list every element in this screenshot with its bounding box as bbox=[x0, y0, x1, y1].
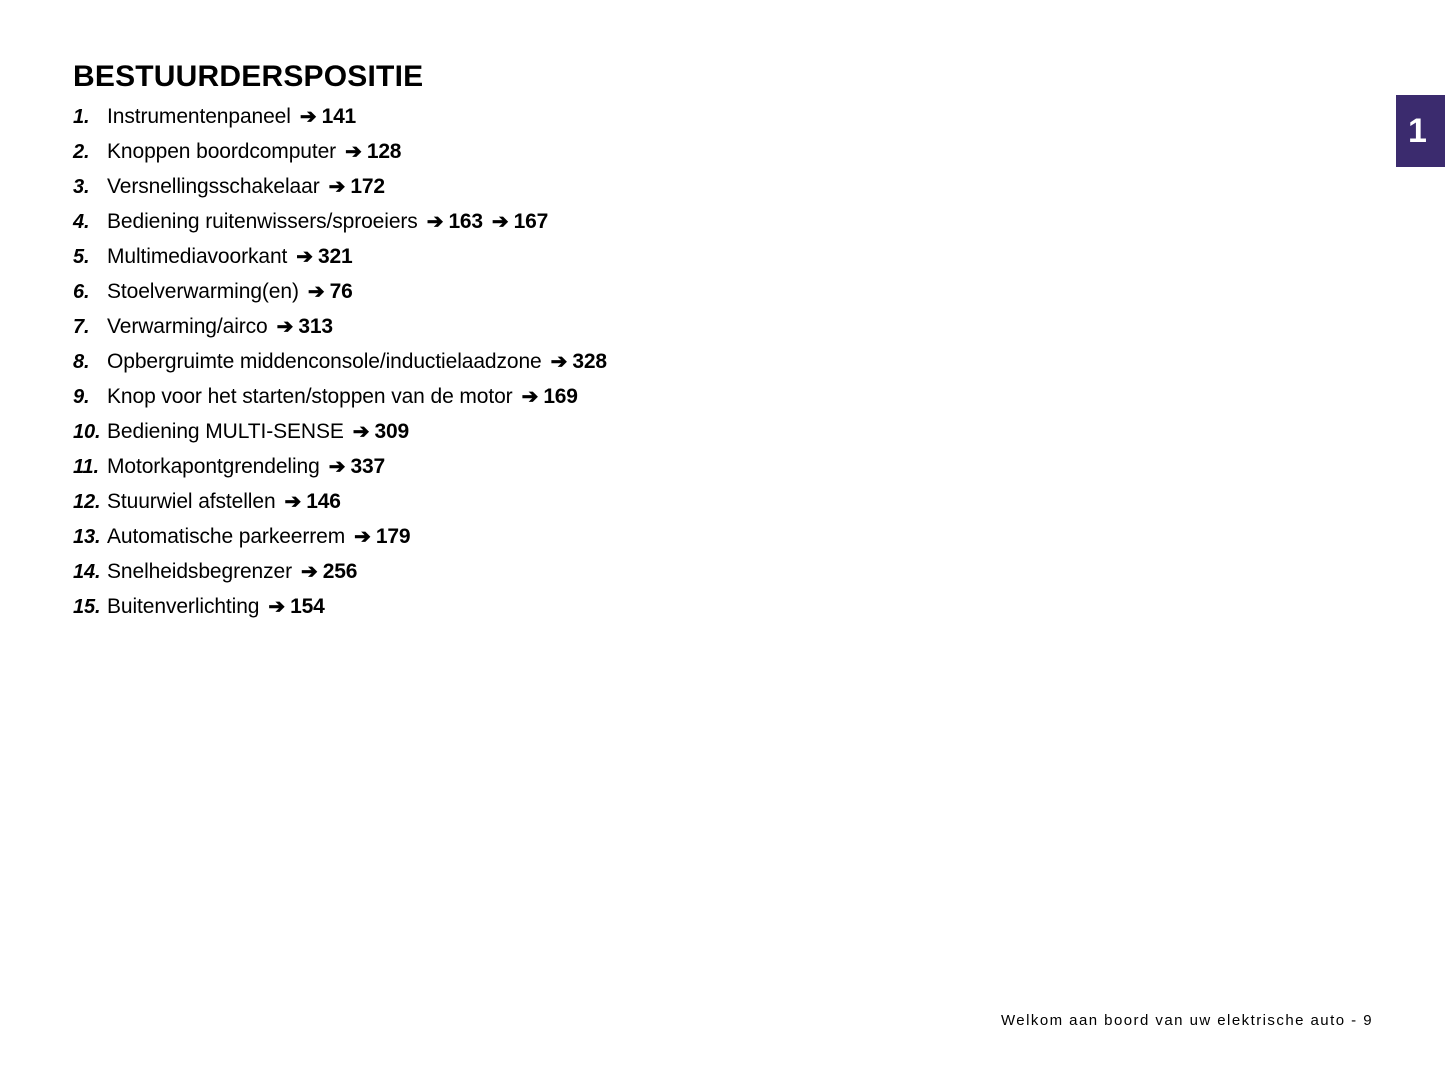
list-item-number: 2. bbox=[73, 141, 90, 163]
list-item-number: 9. bbox=[73, 386, 90, 408]
list-item-page-refs bbox=[299, 274, 353, 309]
list-item-label: Bediening ruitenwissers/sproeiers bbox=[107, 210, 418, 233]
arrow-right-icon: ➔ bbox=[307, 281, 325, 303]
list-item bbox=[73, 274, 1323, 309]
list-item-page-refs bbox=[344, 414, 409, 449]
list-item-number: 1. bbox=[73, 106, 90, 128]
page-number: 337 bbox=[350, 455, 385, 478]
list-item-page-refs bbox=[320, 169, 385, 204]
page-number: 146 bbox=[306, 490, 341, 513]
page-number: 328 bbox=[572, 350, 607, 373]
list-item bbox=[73, 519, 1323, 554]
arrow-right-icon: ➔ bbox=[268, 596, 286, 618]
list-item bbox=[73, 309, 1323, 344]
list-item-label: Stuurwiel afstellen bbox=[107, 490, 276, 513]
list-item-page-refs bbox=[287, 239, 352, 274]
list-item-number: 10. bbox=[73, 421, 101, 443]
arrow-right-icon: ➔ bbox=[352, 421, 370, 443]
list-item-page-refs bbox=[345, 519, 410, 554]
list-item-number: 13. bbox=[73, 526, 101, 548]
list-item-page-refs bbox=[542, 344, 607, 379]
list-item bbox=[73, 554, 1323, 589]
arrow-right-icon: ➔ bbox=[328, 176, 346, 198]
page-reference bbox=[299, 274, 353, 309]
list-item bbox=[73, 379, 1323, 414]
list-item-page-refs bbox=[336, 134, 401, 169]
list-item-label: Bediening MULTI-SENSE bbox=[107, 420, 344, 443]
list-item bbox=[73, 204, 1323, 239]
page-reference bbox=[320, 449, 385, 484]
page-reference bbox=[320, 169, 385, 204]
list-item-number: 4. bbox=[73, 211, 90, 233]
arrow-right-icon: ➔ bbox=[491, 211, 509, 233]
page-number: 128 bbox=[366, 140, 402, 163]
page-title: BESTUURDERSPOSITIE bbox=[73, 60, 424, 94]
list-item-page-refs bbox=[418, 204, 548, 239]
list-item-page-refs bbox=[292, 554, 357, 589]
list-item-number: 7. bbox=[73, 316, 90, 338]
page-reference bbox=[287, 239, 352, 274]
page-reference bbox=[483, 204, 548, 239]
arrow-right-icon: ➔ bbox=[301, 561, 318, 583]
arrow-right-icon: ➔ bbox=[550, 351, 568, 373]
list-item-number: 12. bbox=[73, 491, 101, 513]
page-number: 321 bbox=[318, 245, 353, 268]
arrow-right-icon: ➔ bbox=[328, 456, 346, 478]
list-item-label: Instrumentenpaneel bbox=[107, 105, 291, 128]
list-item-label: Motorkapontgrendeling bbox=[107, 455, 320, 478]
list-item-label: Snelheidsbegrenzer bbox=[107, 560, 292, 583]
page-number: 76 bbox=[329, 280, 353, 303]
numbered-item-list bbox=[73, 99, 1323, 624]
page-number: 313 bbox=[298, 315, 333, 338]
list-item bbox=[73, 134, 1323, 169]
list-item-page-refs bbox=[320, 449, 385, 484]
list-item-label: Versnellingsschakelaar bbox=[107, 175, 320, 198]
list-item-label: Knoppen boordcomputer bbox=[107, 140, 337, 163]
list-item-number: 8. bbox=[73, 351, 90, 373]
arrow-right-icon: ➔ bbox=[426, 211, 444, 233]
list-item-page-refs bbox=[513, 379, 578, 414]
page-number: 154 bbox=[290, 595, 325, 618]
page-reference bbox=[345, 519, 410, 554]
page-number: 141 bbox=[321, 105, 357, 128]
page-number: 169 bbox=[543, 385, 578, 408]
page-reference bbox=[418, 204, 483, 239]
arrow-right-icon: ➔ bbox=[521, 386, 539, 408]
page-reference bbox=[268, 309, 333, 344]
list-item bbox=[73, 169, 1323, 204]
page-reference bbox=[542, 344, 607, 379]
page-number: 309 bbox=[374, 420, 409, 443]
list-item-page-refs bbox=[276, 484, 341, 519]
page-reference bbox=[259, 589, 324, 624]
list-item-label: Opbergruimte middenconsole/inductielaadzone bbox=[107, 350, 542, 373]
arrow-right-icon: ➔ bbox=[354, 526, 371, 548]
page-reference bbox=[344, 414, 409, 449]
list-item bbox=[73, 344, 1323, 379]
page-reference bbox=[291, 99, 356, 134]
list-item-label: Verwarming/airco bbox=[107, 315, 268, 338]
page-reference bbox=[513, 379, 578, 414]
list-item-number: 15. bbox=[73, 596, 101, 618]
arrow-right-icon: ➔ bbox=[345, 141, 362, 163]
page-reference bbox=[276, 484, 341, 519]
list-item-label: Buitenverlichting bbox=[107, 595, 260, 618]
page-number: 256 bbox=[322, 560, 358, 583]
page-number: 172 bbox=[350, 175, 385, 198]
page-number: 163 bbox=[448, 210, 483, 233]
arrow-right-icon: ➔ bbox=[276, 316, 294, 338]
list-item-page-refs bbox=[268, 309, 333, 344]
chapter-number: 1 bbox=[1408, 112, 1427, 150]
arrow-right-icon: ➔ bbox=[296, 246, 314, 268]
arrow-right-icon: ➔ bbox=[284, 491, 302, 513]
list-item-number: 5. bbox=[73, 246, 90, 268]
list-item-label: Multimediavoorkant bbox=[107, 245, 288, 268]
list-item-number: 14. bbox=[73, 561, 101, 583]
list-item-label: Stoelverwarming(en) bbox=[107, 280, 299, 303]
list-item bbox=[73, 99, 1323, 134]
list-item-page-refs bbox=[259, 589, 324, 624]
page-reference bbox=[336, 134, 401, 169]
list-item-page-refs bbox=[291, 99, 356, 134]
list-item-label: Knop voor het starten/stoppen van de motor bbox=[107, 385, 513, 408]
page-reference bbox=[292, 554, 357, 589]
page-footer: Welkom aan boord van uw elektrische auto - 9 bbox=[1000, 1012, 1373, 1029]
list-item bbox=[73, 414, 1323, 449]
list-item bbox=[73, 239, 1323, 274]
list-item-number: 11. bbox=[73, 456, 100, 478]
list-item bbox=[73, 589, 1323, 624]
list-item-number: 3. bbox=[73, 176, 90, 198]
list-item-number: 6. bbox=[73, 281, 90, 303]
list-item bbox=[73, 484, 1323, 519]
chapter-tab-marker bbox=[1396, 95, 1445, 167]
page-number: 167 bbox=[513, 210, 549, 233]
arrow-right-icon: ➔ bbox=[299, 106, 317, 128]
list-item-label: Automatische parkeerrem bbox=[107, 525, 346, 548]
list-item bbox=[73, 449, 1323, 484]
page-number: 179 bbox=[375, 525, 411, 548]
